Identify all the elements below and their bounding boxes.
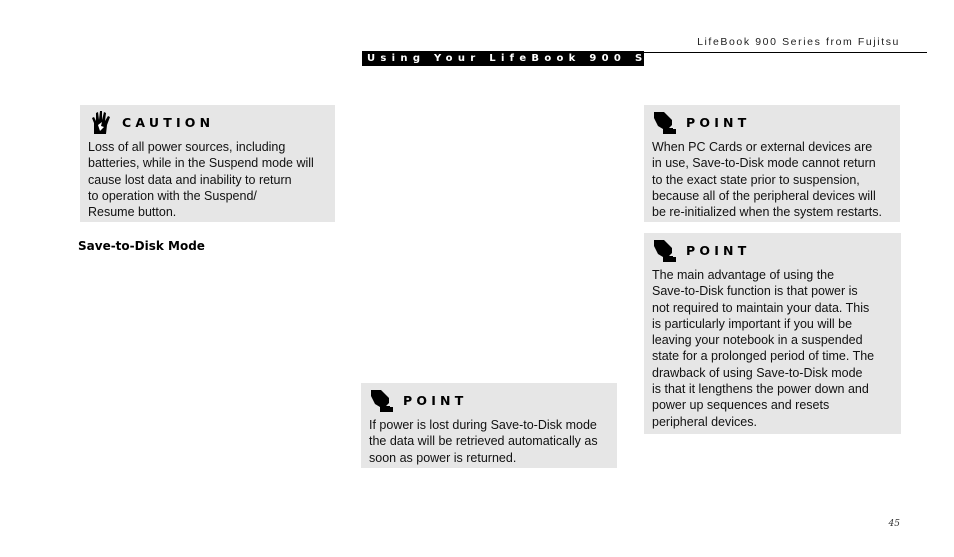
caution-line: to operation with the Suspend/ [88,188,257,203]
page-number: 45 [888,519,900,529]
point-box-pc-cards [644,105,900,222]
caution-line: batteries, while in the Suspend mode will [88,156,314,171]
point-line: be re-initialized when the system restarts. [652,205,882,220]
point-line: When PC Cards or external devices are [652,140,873,154]
caution-line: Loss of all power sources, including [88,140,286,154]
point-text [652,267,893,430]
point-title: POINT [686,114,751,130]
section-subheading: Save-to-Disk Mode [78,239,205,253]
point-line: The main advantage of using the [652,268,835,282]
section-band: Using Your LifeBook 900 Series [362,51,644,66]
point-text [369,417,609,466]
caution-title: CAUTION [122,114,215,130]
point-title: POINT [686,242,751,258]
caution-line: Resume button. [88,205,177,220]
point-line: because all of the peripheral devices will [652,188,876,203]
point-header [369,386,609,414]
point-line: drawback of using Save-to-Disk mode [652,365,863,380]
point-text [652,139,892,220]
point-header [652,236,893,264]
point-box-advantage [644,233,901,434]
point-line: power up sequences and resets [652,398,830,413]
caution-box [80,105,335,222]
point-line: in use, Save-to-Disk mode cannot return [652,156,876,171]
point-box-power-lost [361,383,617,468]
pointing-hand-icon [369,387,395,413]
pointing-hand-icon [652,237,678,263]
point-title: POINT [403,392,468,408]
caution-header [88,108,327,136]
point-line: to the exact state prior to suspension, [652,172,860,187]
point-line: soon as power is returned. [369,450,517,465]
caution-line: cause lost data and inability to return [88,172,292,187]
point-line: Save-to-Disk function is that power is [652,284,858,299]
point-line: the data will be retrieved automatically as [369,434,598,449]
caution-text [88,139,327,220]
caution-hand-icon [88,109,114,135]
point-line: not required to maintain your data. This [652,300,870,315]
running-header-title: LifeBook 900 Series from Fujitsu [697,36,900,48]
point-line: state for a prolonged period of time. The [652,349,875,364]
pointing-hand-icon [652,109,678,135]
point-line: is particularly important if you will be [652,316,853,331]
point-line: leaving your notebook in a suspended [652,333,863,348]
point-line: is that it lengthens the power down and [652,382,869,397]
point-line: peripheral devices. [652,414,757,429]
point-line: If power is lost during Save-to-Disk mode [369,418,597,432]
point-header [652,108,892,136]
